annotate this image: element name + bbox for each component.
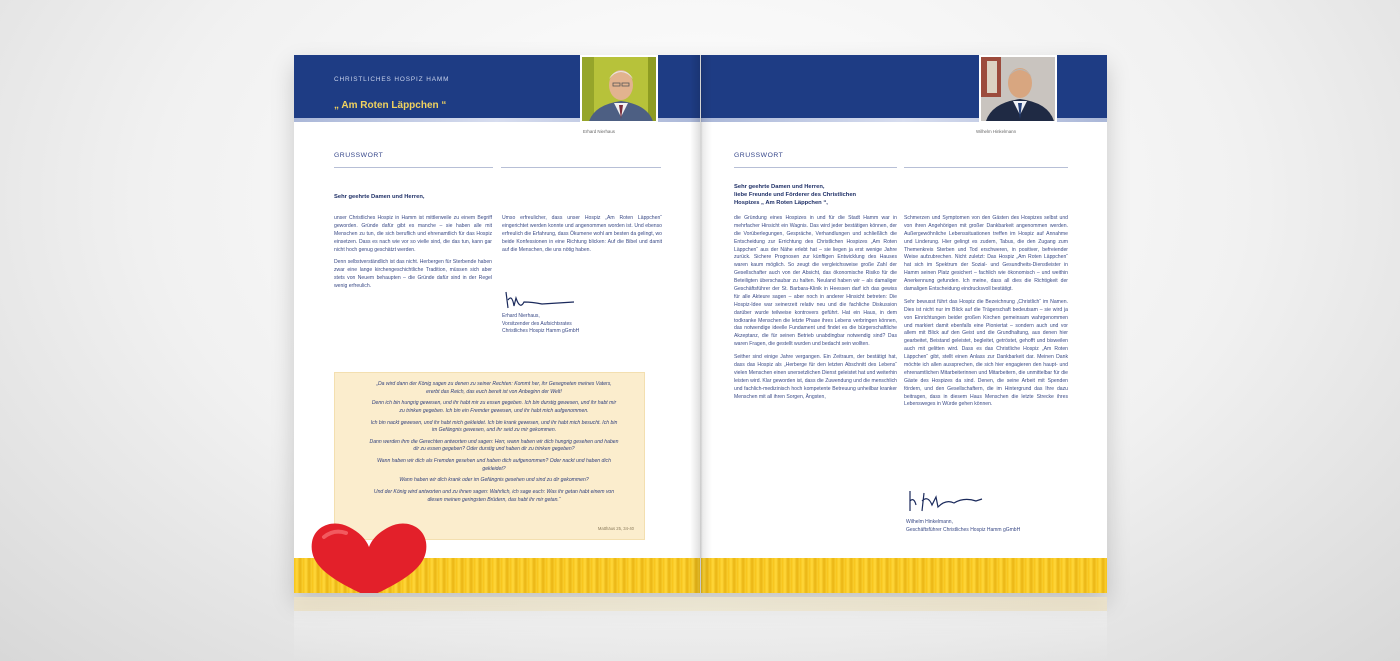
text-column-2: [502, 215, 662, 259]
scripture-quote-box: [334, 372, 645, 540]
text-column-1: [734, 215, 897, 406]
section-label: GRUSSWORT: [334, 152, 384, 159]
painted-yellow-band: [701, 558, 1107, 593]
paragraph: unser Christliches Hospiz in Hamm ist mittlerweile zu einem Begriff geworden. Gründe dafür gibt es manche – sie haben alle mit Menschen zu tun, die sich beruflich und ehrenamtlich für das Hospiz einsetzen. Dass es nach wie vor so vielle sind, die das tun, kann gar nicht hoch genug geschätzt werden.: [334, 215, 492, 253]
scripture-line: „Da wird dann der König sagen zu denen zu seiner Rechten: Kommt her, ihr Gesegneten meines Vaters, ererbt das Reich, das euch bereit ist von Anbeginn der Welt!: [376, 381, 612, 395]
brochure-spread: [294, 55, 1107, 593]
portrait-photo-nierhaus: [580, 55, 658, 123]
portrait-photo-hinkelmann: [979, 55, 1057, 123]
signature-nierhaus: [502, 290, 577, 312]
divider: [904, 167, 1068, 168]
paragraph: Sehr bewusst führt das Hospiz die Bezeichnung „Christlich“ im Namen. Dies ist nicht nur im Blick auf die Trägerschaft bedeutsam – sie wird ja von Einrichtungen beider großen Kirchen gemeinsam wahrgenommen und markiert damit ebenfalls eine Pioniertat – sondern auch und vor allem mit Blick auf den Geist und die Grundhaltung, aus denen hier gearbeitet, Beistand geleistet, begleitet, getröstet, gehofft und bisweilen auch mit gelitten wird. Dass es das Christliche Hospiz „Am Roten Läppchen“ gibt, stellt einen Anlass zur Dankbarkeit dar. Meinen Dank möchte ich allen aussprechen, die sich hier engagieren den haupt- und ehrenamtlichen Mitarbeiterinnen und Mitarbeitern, die unmittelbar für die Gäste des Hospizes da sind. Denen, die seine Arbeit mit Spenden fördern, und den Gesellschaftern, die im Hintergrund das Ihre dazu beitragen, dass in diesem Haus Menschen die letzte Strecke ihres Lebensweges in Würde gehen können.: [904, 298, 1068, 408]
scripture-line: Denn ich bin hungrig gewesen, und ihr habt mir zu essen gegeben. Ich bin durstig gewesen, und ihr habt mir zu trinken gegeben. Ich bin ein Fremder gewesen, und ihr habt mich aufgenommen.: [371, 400, 617, 414]
photo-caption: Wilhelm Hinkelmann: [973, 128, 1019, 135]
salutation: Sehr geehrte Damen und Herren,: [334, 194, 425, 200]
red-heart-illustration: [304, 517, 434, 593]
scripture-line: Wann haben wir dich krank oder im Gefängnis gesehen und sind zu dir gekommen?: [399, 477, 589, 484]
organisation-kicker: CHRISTLICHES HOSPIZ HAMM: [334, 76, 450, 83]
divider: [501, 167, 661, 168]
divider: [334, 167, 493, 168]
signatory-organisation: Christliches Hospiz Hamm gGmbH: [502, 328, 580, 334]
paragraph: die Gründung eines Hospizes in und für die Stadt Hamm war in mehrfacher Hinsicht ein Wagnis. Das wird jeder bestätigen können, der die Vorüberlegungen, Gespräche, Verhandlungen und schließlich die Entscheidung zur Errichtung des Christlichen Hospizes „Am Roten Läppchen“ aus der Nähe erlebt hat – sie liegen ja erst wenige Jahre zurück. Sichere Prognosen zur künftigen Entwicklung des Hauses waren kaum möglich. So zeugt die vergleichsweise große Zahl der Gesellschafter auch von der Absicht, das ökonomische Risiko für die Beteiligten überschaubar zu halten. Neuland haben wir – als damaliger Geschäftsführer der St. Barbara-Klinik in Heessen darf ich das gewiss für alle Akteure sagen – aber noch in anderer Hinsicht betreten: Die Hospiz-Idee war seinerzeit relativ neu und die fachliche Diskussion darüber wurde teilweise kontrovers geführt. Hat ein Haus, in dem todkranke Menschen die letzte Phase ihres Lebens verbringen können, das notwendige ideelle Fundament und findet es die bürgerschaftliche Akzeptanz, die für seinen Betrieb unabdingbar notwendig sind? Das waren Fragen, die gestellt wurden und bedacht sein wollten.: [734, 215, 897, 348]
section-label: GRUSSWORT: [734, 152, 784, 159]
scripture-line: Und der König wird antworten und zu ihnen sagen: Wahrlich, ich sage euch: Was ihr getan habt einem von diesen meinen geringsten Brüdern, das habt ihr mir getan.“: [373, 489, 615, 503]
signatory-name: Wilhelm Hinkelmann,: [906, 519, 953, 525]
photo-caption: Erhard Nierhaus: [580, 128, 618, 135]
reflection-strip: [294, 597, 1107, 611]
signatory-role: Geschäftsführer Christliches Hospiz Hamm gGmbH: [906, 526, 1021, 533]
signatory-name: Erhard Nierhaus,: [502, 313, 540, 319]
scripture-line: Wann haben wir dich als Fremden gesehen und haben dich aufgenommen? Oder nackt und haben dich gekleidet?: [377, 458, 611, 472]
paragraph: Umso erfreulicher, dass unser Hospiz „Am Roten Läppchen“ eingerichtet werden konnte und angenommen worden ist. Und ebenso erfreulich die Erfahrung, dass Ökumene wohl am besten da gelingt, wo beide Konfessionen in eine Richtung blicken: Auf die Bibel und damit auf die Menschen, die uns nötig haben.: [502, 215, 662, 253]
right-page: [701, 55, 1107, 593]
text-column-1: [334, 215, 492, 296]
paragraph: Denn selbstverständlich ist das nicht. Herbergen für Sterbende haben zwar eine lange kirchengeschichtliche Tradition, müssen sich aber stets von Neuem behaupten – die Gründe dafür sind in der Regel wenig erfreulich.: [334, 259, 492, 290]
salutation: [734, 183, 856, 207]
floor-reflection: [294, 597, 1107, 661]
signature-block: [502, 313, 579, 336]
brochure-title: „ Am Roten Läppchen “: [334, 100, 447, 111]
scripture-line: Dann werden ihm die Gerechten antworten und sagen: Herr, wann haben wir dich hungrig gesehen und haben dir zu essen gegeben? Oder durstig und haben dir zu trinken gegeben?: [369, 438, 619, 453]
signatory-role: Vorsitzender des Aufsichtsrates: [502, 320, 572, 327]
scripture-reference: Matthäus 25, 34-40: [597, 526, 634, 531]
signature-block: [906, 519, 1020, 534]
signature-hinkelmann: [906, 487, 986, 515]
divider: [734, 167, 897, 168]
paragraph: Seither sind einige Jahre vergangen. Ein Zeitraum, der bestätigt hat, dass das Hospiz als „Herberge für den letzten Abschnitt des Lebens“ vielen Menschen einen unersetzlichen Dienst geleistet hat und weiterhin leisten wird. Klar geworden ist, dass die Zuwendung und die menschlich und fachlich-medizinisch hoch kompetente Betreuung unheilbar kranker Menschen mit all ihren Sorgen, Ängsten,: [734, 354, 897, 400]
salutation-line: liebe Freunde und Förderer des Christlichen: [734, 192, 857, 199]
left-page: [294, 55, 700, 593]
salutation-line: Sehr geehrte Damen und Herren,: [734, 184, 825, 190]
salutation-line: Hospizes „ Am Roten Läppchen “,: [734, 200, 828, 207]
paragraph: Schmerzen und Symptomen von den Gästen des Hospizes selbst und von ihren Angehörigen mit großer Dankbarkeit angenommen werden. Außergewöhnliche Lebenssituationen treffen im Hospiz auf Annahme und Linderung. Hier gelingt es zudem, Tabus, die den Zugang zum Themenkreis Sterben und Tod erschweren, in positiver, befreiender Weise aufzubrechen. Nicht zuletzt: Das Hospiz „Am Roten Läppchen“ hat sich im Spektrum der Sozial- und Gesundheits-Dienstleister in Hamm seinen Platz gesichert – fachlich wie ökonomisch – und weithin Anerkennung gefunden. Ich meine, dass all dies die Richtigkeit der damaligen Entscheidung eindrucksvoll bestätigt.: [904, 215, 1068, 293]
text-column-2: [904, 215, 1068, 414]
scripture-line: Ich bin nackt gewesen, und ihr habt mich gekleidet. Ich bin krank gewesen, und ihr habt mich besucht. Ich bin im Gefängnis gewesen, und ihr seid zu mir gekommen.: [370, 419, 618, 434]
